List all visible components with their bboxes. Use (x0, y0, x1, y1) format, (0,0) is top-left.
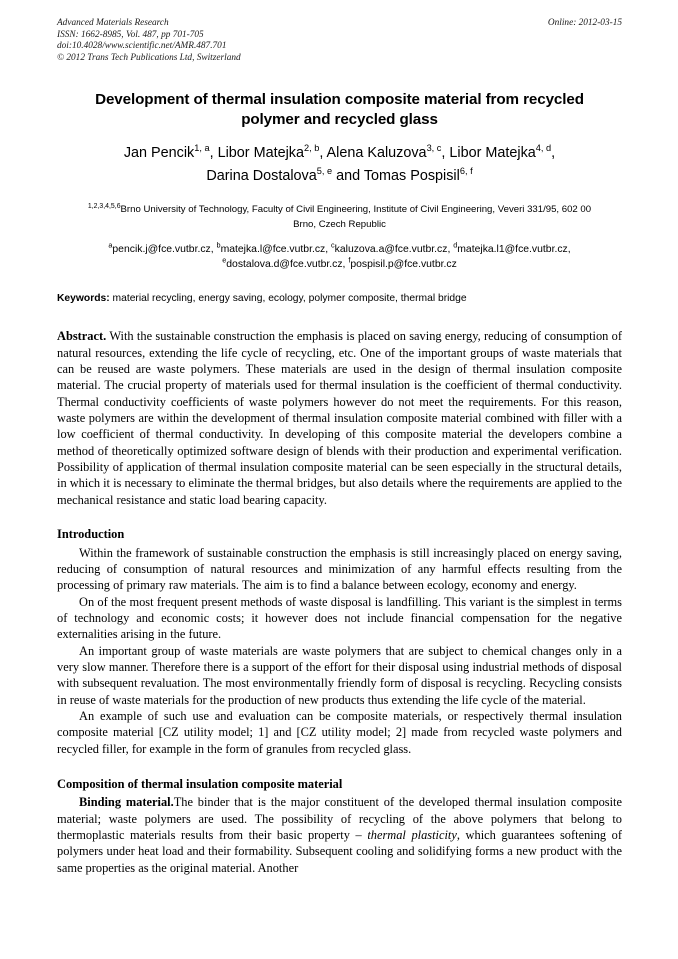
binding-italic-term: thermal plasticity (367, 828, 457, 842)
author-emails (97, 242, 582, 272)
abstract (57, 328, 622, 508)
author-name: Alena Kaluzova (326, 145, 427, 162)
affiliation (85, 203, 594, 232)
author-name: Libor Matejka (217, 145, 304, 162)
keywords-text: material recycling, energy saving, ecology, polymer composite, thermal bridge (112, 293, 467, 305)
email-marker: e (222, 255, 227, 265)
binding-material-paragraph (57, 794, 622, 876)
email-address: matejka.l1@fce.vutbr.cz, (457, 244, 571, 256)
intro-paragraph-2: On of the most frequent present methods of waste disposal is landfilling. This variant is the simplest in terms of technology and economic costs; it however does not include financial compensation for the negative externalities arising in the future. (57, 594, 622, 642)
author-name: Libor Matejka (449, 145, 536, 162)
author-name: Jan Pencik (123, 145, 195, 162)
email-address: matejka.l@fce.vutbr.cz, (220, 244, 329, 256)
author-affiliation-marker: 2, b (303, 143, 320, 154)
binding-text-part-2: , which guarantees softening of polymers under heat load and their formability. Subsequent cooling and solidifying forms a new product with the same properties as the original material. Another (57, 828, 623, 875)
email-address: kaluzova.a@fce.vutbr.cz, (334, 244, 451, 256)
author-affiliation-marker: 3, c (426, 143, 442, 154)
email-marker: f (348, 255, 351, 265)
keywords (57, 292, 622, 306)
author-affiliation-marker: 1, a (194, 143, 210, 154)
email-address: pencik.j@fce.vutbr.cz, (112, 244, 214, 256)
author-line-2 (67, 165, 612, 188)
author-name: Darina Dostalova (206, 168, 317, 185)
author-separator: , (441, 145, 450, 162)
abstract-label: Abstract. (57, 329, 107, 344)
author-affiliation-marker: 5, e (316, 166, 333, 177)
online-date: Online: 2012-03-15 (547, 18, 622, 28)
affiliation-marker: 1,2,3,4,5,6 (87, 203, 121, 211)
author-list (67, 142, 612, 188)
section-heading-composition: Composition of thermal insulation composite material (57, 776, 343, 791)
keywords-label: Keywords: (57, 293, 110, 305)
binding-text-part-1: The binder that is the major constituent of the developed thermal insulation composite material; waste polymers are used. The possibility of recycling of the above polymers that belong to thermoplastic materials results from their basic property – (57, 795, 622, 842)
intro-paragraph-1: Within the framework of sustainable construction the emphasis is still increasingly placed on energy saving, reducing of consumption of natural resources and minimization of any harmful effects resulting from the processing of primary raw materials. The aim is to find a balance between ecology, economy and energy. (57, 545, 622, 593)
intro-paragraph-4: An example of such use and evaluation can be composite materials, or respectively thermal insulation composite material [CZ utility model; 1] and [CZ utility model; 2] made from recycled waste polymers and recycled filler, for example in the form of granules from recycled glass. (57, 708, 622, 756)
author-affiliation-marker: 6, f (459, 166, 473, 177)
affiliation-line-1: Brno University of Technology, Faculty of Civil Engineering, Institute of Civil Engineering, (120, 204, 496, 216)
email-address: pospisil.p@fce.vutbr.cz (350, 259, 457, 271)
doi-line: doi:10.4028/www.scientific.net/AMR.487.701 (57, 41, 227, 52)
author-separator: , (209, 145, 218, 162)
author-separator: and (332, 168, 364, 185)
copyright-line: © 2012 Trans Tech Publications Ltd, Switzerland (57, 52, 241, 63)
author-name: Tomas Pospisil (363, 168, 460, 185)
issn-line: ISSN: 1662-8985, Vol. 487, pp 701-705 (57, 29, 204, 40)
author-separator: , (551, 145, 556, 162)
email-marker: c (331, 240, 335, 250)
abstract-text: With the sustainable construction the emphasis is placed on saving energy, reducing of consumption of natural resources, extending the life cycle of recycling, etc. One of the important groups of waste materials that can be reused are waste polymers. These materials are used in the design of thermal insulation composite material. The crucial property of materials used for thermal insulation is the coefficient of thermal conductivity. Thermal conductivity coefficients of waste polymers however do not meet the requirements. For this reason, waste polymers are within the development of thermal insulation composite material combined with filler with a low coefficient of thermal conductivity. In developing of this composite material the developers combine a method of theoretically optimized software design of blends with their production and experimental verification. Possibility of application of thermal insulation composite material can be seen especially in the structural details, in which it is necessary to eliminate the thermal bridges, but also details where the requirements are applied to the mechanical resistance and static load bearing capacity. (57, 329, 623, 507)
section-heading-introduction: Introduction (57, 527, 125, 542)
author-line-1 (67, 142, 612, 165)
email-marker: d (453, 240, 458, 250)
email-marker: b (216, 240, 221, 250)
binding-material-run-in: Binding material. (79, 795, 174, 810)
journal-name: Advanced Materials Research (57, 18, 169, 28)
paper-title: Development of thermal insulation composite material from recycled polymer and recycled glass (95, 91, 584, 129)
affiliation-line-2: Veveri 331/95, 602 00 Brno, Czech Republic (293, 204, 592, 230)
email-address: dostalova.d@fce.vutbr.cz, (226, 259, 346, 271)
author-separator: , (319, 145, 327, 162)
journal-header (57, 18, 622, 64)
intro-paragraph-3: An important group of waste materials are waste polymers that are subject to chemical changes only in a very slow manner. Therefore there is a support of the effort for their disposal using industrial methods of disposal with subsequent revaluation. The most environmentally friendly form of disposal is recycling. Recycling consists in reuse of waste materials for the production of new products thus extending the life cycle of the material. (57, 643, 622, 707)
author-affiliation-marker: 4, d (535, 143, 552, 154)
email-marker: a (108, 240, 113, 250)
